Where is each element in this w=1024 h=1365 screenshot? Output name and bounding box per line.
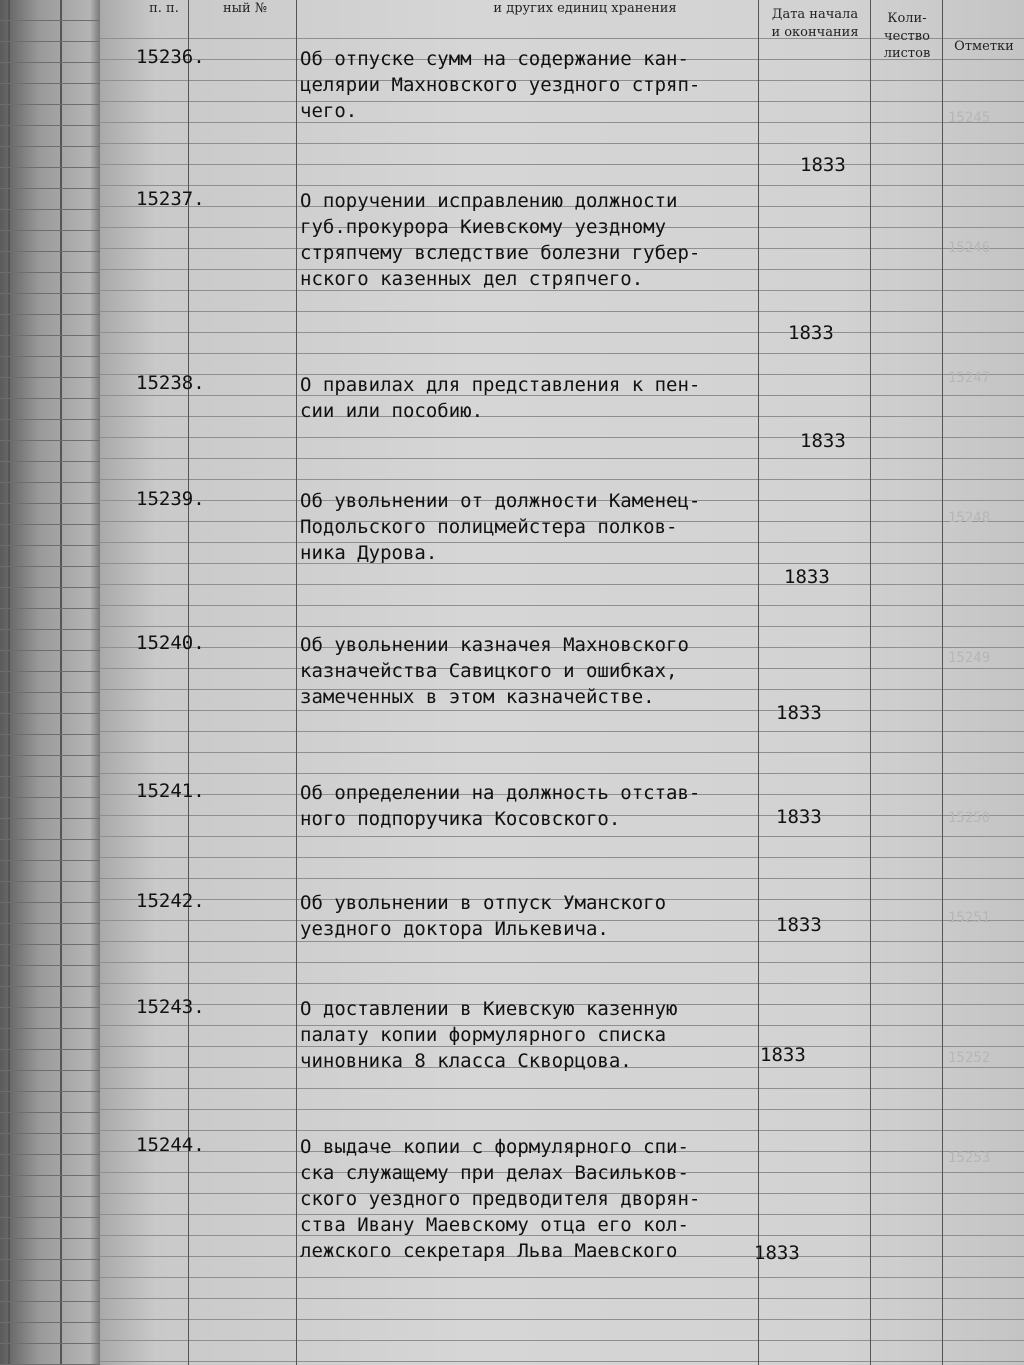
ruled-line (0, 1238, 100, 1239)
ruled-line (100, 773, 1024, 774)
ruled-line (0, 713, 100, 714)
entry-date: 1833 (760, 1044, 806, 1066)
column-divider (942, 0, 943, 1365)
ruled-line (0, 1154, 100, 1155)
ruled-line (100, 983, 1024, 984)
ruled-line (0, 629, 100, 630)
ruled-line (0, 944, 100, 945)
ruled-line (100, 1298, 1024, 1299)
ruled-line (100, 479, 1024, 480)
ruled-line (0, 587, 100, 588)
ruled-line (0, 1175, 100, 1176)
ruled-line (100, 836, 1024, 837)
ruled-line (0, 1007, 100, 1008)
entry-title: О поручении исправлению должности губ.прокурора Киевскому уездному стряпчему вследствие болезни губер- нского казенных дел стряпчего. (300, 190, 701, 290)
entry-number: 15241. (136, 780, 205, 802)
ruled-line (0, 503, 100, 504)
ruled-line (0, 1112, 100, 1113)
ruled-line (0, 839, 100, 840)
entry-number: 15238. (136, 372, 205, 394)
ruled-line (100, 962, 1024, 963)
entry-number: 15237. (136, 188, 205, 210)
entry-date: 1833 (788, 322, 834, 344)
ruled-line (100, 437, 1024, 438)
ruled-line (100, 1130, 1024, 1131)
header-col-title: и других единиц хранения (493, 1, 677, 16)
ruled-line (0, 272, 100, 273)
ruled-line (0, 62, 100, 63)
ruled-line (0, 1028, 100, 1029)
ruled-line (100, 458, 1024, 459)
ruled-line (0, 167, 100, 168)
bleed-through-number: 15249 (948, 650, 991, 666)
header-col-inv: ный № (222, 1, 268, 16)
ruled-line (0, 902, 100, 903)
ruled-line (0, 776, 100, 777)
ruled-line (0, 104, 100, 105)
ruled-line (0, 230, 100, 231)
ruled-line (0, 83, 100, 84)
ruled-line (100, 1088, 1024, 1089)
ruled-line (0, 881, 100, 882)
header-col-num: п. п. (149, 1, 179, 16)
bleed-through-number: 15248 (948, 510, 991, 526)
ruled-line (0, 797, 100, 798)
ruled-line (100, 626, 1024, 627)
ruled-line (0, 1196, 100, 1197)
entry-date: 1833 (800, 154, 846, 176)
ruled-line (0, 377, 100, 378)
ruled-line (0, 671, 100, 672)
entry-date: 1833 (784, 566, 830, 588)
ruled-line (0, 545, 100, 546)
ruled-line (0, 608, 100, 609)
ruled-line (0, 1091, 100, 1092)
entry-number: 15239. (136, 488, 205, 510)
bleed-through-number: 15253 (948, 1150, 991, 1166)
header-col-dates: Дата начала и окончания (771, 7, 859, 40)
ruled-line (0, 650, 100, 651)
ruled-line (100, 1361, 1024, 1362)
entry-number: 15243. (136, 996, 205, 1018)
ruled-line (100, 164, 1024, 165)
ruled-line (0, 314, 100, 315)
bleed-through-number: 15245 (948, 110, 991, 126)
ruled-line (0, 398, 100, 399)
ruled-line (0, 188, 100, 189)
underlying-pages (0, 0, 100, 1365)
ruled-line (0, 1070, 100, 1071)
ruled-line (0, 986, 100, 987)
ruled-line (0, 461, 100, 462)
bleed-through-number: 15252 (948, 1050, 991, 1066)
ruled-line (0, 524, 100, 525)
margin-line (60, 0, 62, 1365)
entry-number: 15244. (136, 1134, 205, 1156)
ruled-line (100, 584, 1024, 585)
ruled-line (0, 419, 100, 420)
bleed-through-number: 15247 (948, 370, 991, 386)
margin-line (8, 0, 10, 1365)
ruled-line (0, 209, 100, 210)
entry-title: О доставлении в Киевскую казенную палату копии формулярного списка чиновника 8 класса Скворцова. (300, 998, 678, 1072)
ruled-line (0, 1049, 100, 1050)
entry-number: 15242. (136, 890, 205, 912)
entry-number: 15236. (136, 46, 205, 68)
ruled-line (0, 1343, 100, 1344)
bleed-through-number: 15250 (948, 810, 991, 826)
ruled-line (100, 710, 1024, 711)
ruled-line (100, 1319, 1024, 1320)
entry-title: Об определении на должность отстав- ного подпоручика Косовского. (300, 782, 701, 830)
column-divider (296, 0, 297, 1365)
entry-title: Об увольнении в отпуск Уманского уездного доктора Илькевича. (300, 892, 667, 940)
ruled-line (0, 440, 100, 441)
ruled-line (0, 1322, 100, 1323)
ruled-line (0, 482, 100, 483)
ruled-line (0, 41, 100, 42)
ruled-line (0, 566, 100, 567)
ruled-line (100, 143, 1024, 144)
entry-date: 1833 (776, 914, 822, 936)
ruled-line (100, 857, 1024, 858)
entry-date: 1833 (776, 806, 822, 828)
header-col-sheets: Коли- чество листов (883, 11, 931, 62)
ruled-line (0, 965, 100, 966)
ruled-line (100, 1109, 1024, 1110)
ruled-line (0, 734, 100, 735)
entry-date: 1833 (776, 702, 822, 724)
ruled-line (0, 356, 100, 357)
ruled-line (100, 752, 1024, 753)
bleed-through-number: 15251 (948, 910, 991, 926)
entry-title: Об увольнении казначея Махновского казначейства Савицкого и ошибках, замеченных в этом казначействе. (300, 634, 689, 708)
ruled-line (100, 1277, 1024, 1278)
ruled-line (100, 1340, 1024, 1341)
ruled-line (0, 1133, 100, 1134)
ruled-line (0, 293, 100, 294)
ruled-line (0, 755, 100, 756)
entry-title: О правилах для представления к пен- сии или пособию. (300, 374, 701, 422)
ruled-line (0, 692, 100, 693)
entry-title: Об увольнении от должности Каменец- Подольского полицмейстера полков- ника Дурова. (300, 490, 701, 564)
register-page (100, 0, 1024, 1365)
ruled-line (0, 20, 100, 21)
ruled-line (0, 818, 100, 819)
bleed-through-number: 15246 (948, 240, 991, 256)
ruled-line (100, 332, 1024, 333)
entry-title: О выдаче копии с формулярного спи- ска служащему при делах Васильков- ского уездного предводителя дворян- ства Ивану Маевскому отца его кол- лежского секретаря Льва Маевского (300, 1136, 701, 1262)
ruled-line (100, 353, 1024, 354)
ruled-line (100, 731, 1024, 732)
ruled-line (0, 251, 100, 252)
ruled-line (0, 1301, 100, 1302)
ruled-line (100, 878, 1024, 879)
entry-date: 1833 (800, 430, 846, 452)
entry-title: Об отпуске сумм на содержание кан- целярии Махновского уездного стряп- чего. (300, 48, 701, 122)
ruled-line (0, 860, 100, 861)
header-col-notes: Отметки (954, 39, 1014, 54)
ruled-line (0, 1280, 100, 1281)
ruled-line (0, 125, 100, 126)
entry-date: 1833 (754, 1242, 800, 1264)
ruled-line (100, 605, 1024, 606)
entry-number: 15240. (136, 632, 205, 654)
ruled-line (0, 146, 100, 147)
ruled-line (0, 923, 100, 924)
ruled-line (100, 311, 1024, 312)
ruled-line (0, 1259, 100, 1260)
ruled-line (100, 185, 1024, 186)
ruled-line (0, 335, 100, 336)
ruled-line (0, 1217, 100, 1218)
column-divider (870, 0, 871, 1365)
